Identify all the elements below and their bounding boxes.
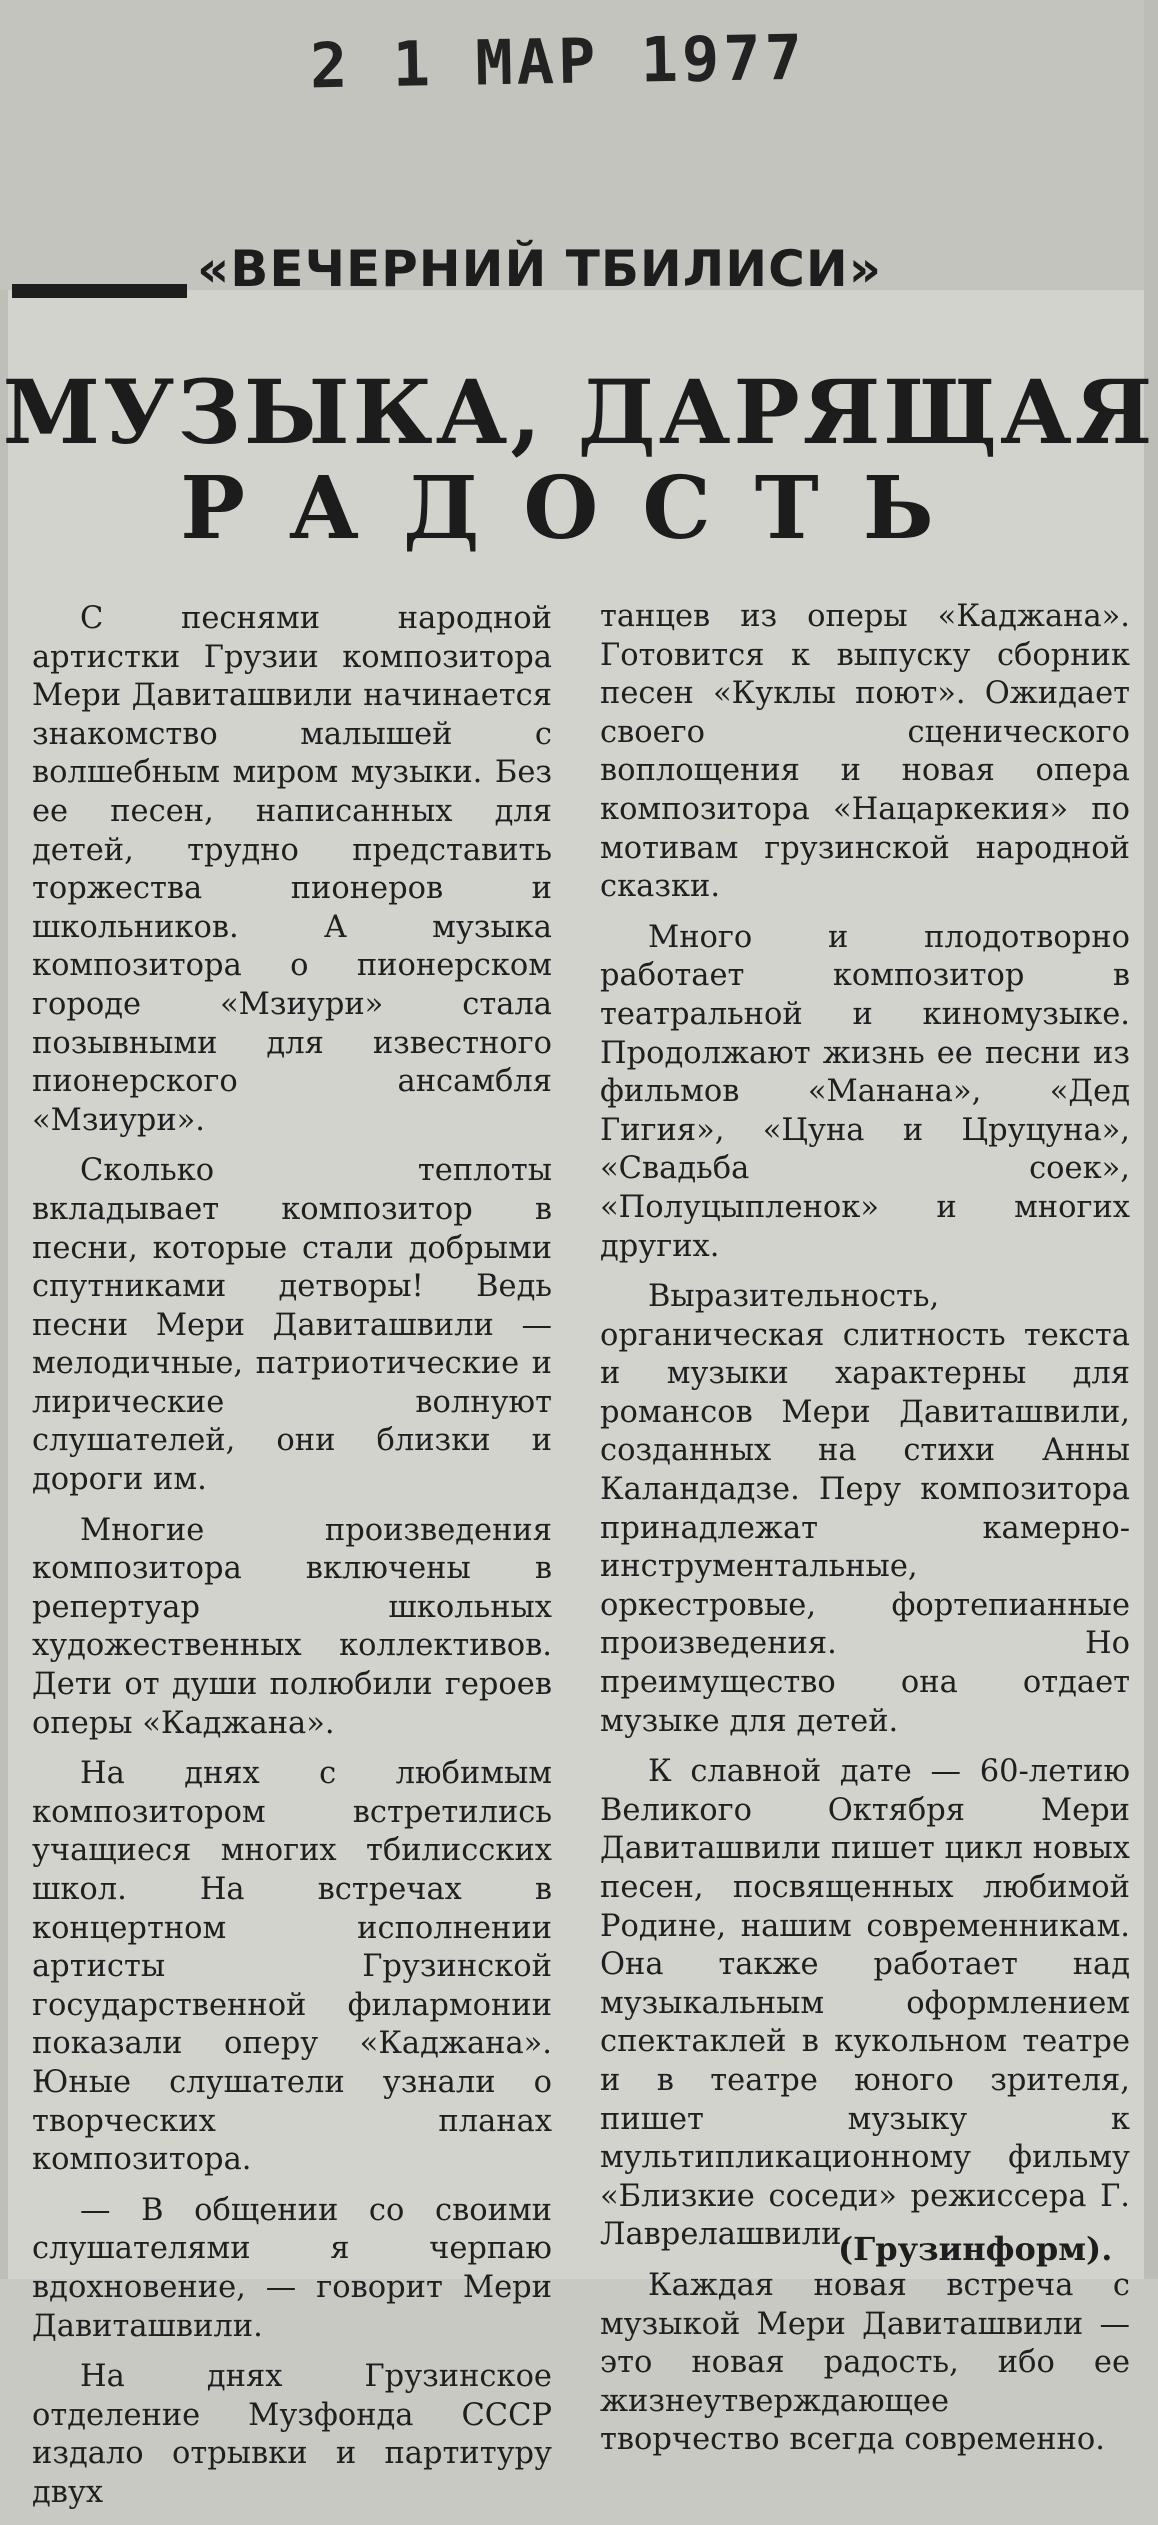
masthead-rule <box>12 284 187 298</box>
paragraph: На днях Грузинское отделение Музфонда СССР издало отрывки и партитуру двух <box>32 2359 552 2510</box>
headline-line-1: МУЗЫКА, ДАРЯЩАЯ <box>2 360 1156 464</box>
paragraph: Сколько теплоты вкладывает композитор в песни, которые стали добрыми спутниками детворы! Ведь песни Мери Давиташвили — мелодичные, патриотические и лирические волнуют слушателей, они близки и дороги им. <box>32 1153 552 1498</box>
newspaper-name: «ВЕЧЕРНИЙ ТБИЛИСИ» <box>197 240 882 298</box>
article-column-right <box>600 598 1130 2472</box>
paragraph: Многие произведения композитора включены в репертуар школьных художественных коллективов. Дети от души полюбили героев оперы «Каджана». <box>32 1512 552 1741</box>
paragraph: К славной дате — 60-летию Великого Октября Мери Давиташвили пишет цикл новых песен, посвященных любимой Родине, нашим современникам. Она также работает над музыкальным оформлением спектаклей в кукольном театре и в театре юного зрителя, пишет музыку к мультипликационному фильму «Близкие соседи» режиссера Г. Лаврелашвили. <box>600 1754 1130 2253</box>
paragraph: Выразительность, органическая слитность текста и музыки характерны для романсов Мери Давиташвили, созданных на стихи Анны Каландадзе. Перу композитора принадлежат камерно-инструментальные, оркестровые, фортепианные произведения. Но преимущество она отдает музыке для детей. <box>600 1279 1130 1739</box>
paragraph: — В общении со своими слушателями я черпаю вдохновение, — говорит Мери Давиташвили. <box>32 2192 552 2344</box>
masthead <box>12 240 912 310</box>
paragraph: Каждая новая встреча с музыкой Мери Давиташвили — это новая радость, ибо ее жизнеутверждающее творчество всегда современно. <box>600 2267 1130 2458</box>
news-agency-credit: (Грузинформ). <box>838 2230 1113 2268</box>
headline-line-2: РАДОСТЬ <box>180 458 978 559</box>
paragraph-continued: танцев из оперы «Каджана». Готовится к выпуску сборник песен «Куклы поют». Ожидает своего сценического воплощения и новая опера композитора «Нацаркекия» по мотивам грузинской народной сказки. <box>600 599 1130 905</box>
paper-edge-left <box>0 290 8 2279</box>
paper-edge-right <box>1144 0 1158 2279</box>
paragraph: На днях с любимым композитором встретились учащиеся многих тбилисских школ. На встречах в концертном исполнении артисты Грузинской государственной филармонии показали оперу «Каджана». Юные слушатели узнали о творческих планах композитора. <box>32 1756 552 2178</box>
date-stamp: 2 1 МАР 1977 <box>309 20 807 103</box>
paragraph: Много и плодотворно работает композитор в театральной и киномузыке. Продолжают жизнь ее песни из фильмов «Манана», «Дед Гигия», «Цуна и Цруцуна», «Свадьба соек», «Полуцыпленок» и многих других. <box>600 919 1130 1264</box>
article-column-left <box>32 600 552 2525</box>
paragraph: С песнями народной артистки Грузии композитора Мери Давиташвили начинается знакомство малышей с волшебным миром музыки. Без ее песен, написанных для детей, трудно представить торжества пионеров и школьников. А музыка композитора о пионерском городе «Мзиури» стала позывными для известного пионерского ансамбля «Мзиури». <box>32 601 552 1138</box>
